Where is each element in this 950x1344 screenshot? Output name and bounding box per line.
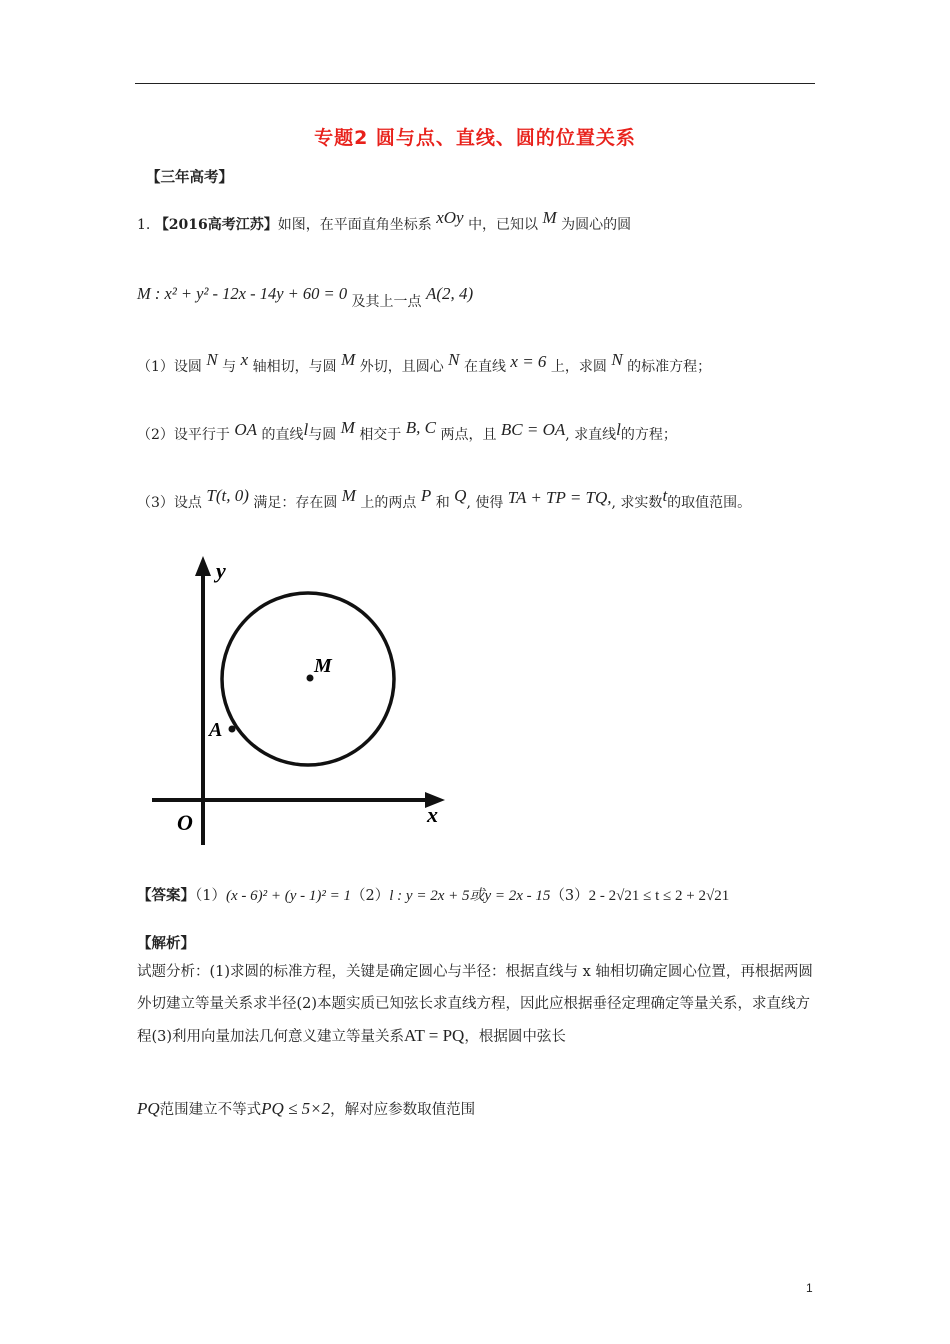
q3-equation: TA + TP = TQ, — [507, 488, 612, 507]
header-rule — [135, 83, 815, 84]
analysis-text: ，解对应参数取值范围 — [330, 1102, 476, 1118]
analysis-text: ，根据圆中弦长 — [464, 1029, 566, 1045]
section-label: 【三年高考】 — [146, 169, 233, 186]
question-1 — [137, 350, 712, 376]
q2-symbol: OA — [234, 420, 258, 439]
q3-text: 满足：存在圆 — [253, 495, 338, 511]
analysis-last-line — [137, 1098, 475, 1119]
q1-symbol: M — [341, 350, 356, 369]
q3-symbol: Q — [454, 486, 467, 505]
answer-label: 【答案】 — [137, 887, 195, 904]
q1-symbol: N — [448, 350, 460, 369]
answer-tag: （2） — [351, 888, 390, 904]
q3-text: , 求实数 — [611, 495, 663, 511]
problem-number: 1. — [137, 217, 151, 233]
intro-text: 为圆心的圆 — [561, 217, 632, 233]
analysis-paragraph — [137, 956, 817, 1053]
analysis-label: 【解析】 — [137, 935, 195, 952]
pq-inequality: PQ ≤ 5×2 — [261, 1099, 331, 1118]
analysis-equation: AT = PQ — [404, 1026, 465, 1045]
y-axis-arrow — [195, 556, 211, 576]
answer-tag: （3） — [550, 888, 589, 904]
analysis-text: 试题分析：(1)求圆的标准方程，关键是确定圆心与半径：根据直线与 x 轴相切确定圆心位置，再根据两圆外切建立等量关系求半径(2)本题实质已知弦长求直线方程，因此应根据垂径定理确定等量关系，求直线方程(3)利用向量加法几何意义建立等量关系 — [137, 964, 813, 1045]
circle-figure — [140, 550, 460, 850]
answer-2: l : y = 2x + 5或y = 2x - 15 — [389, 888, 551, 904]
q1-text: 上，求圆 — [550, 359, 607, 375]
q2-symbol: l — [616, 420, 621, 439]
problem-intro — [137, 208, 632, 234]
question-3 — [137, 486, 752, 512]
q2-text: （2）设平行于 — [137, 427, 230, 443]
question-2 — [137, 418, 677, 444]
problem-source: 【2016高考江苏】 — [154, 217, 278, 233]
q2-text: 的直线 — [261, 427, 304, 443]
x-axis-label: x — [427, 802, 438, 827]
point-a-label: A — [209, 719, 223, 741]
q2-symbol: M — [340, 418, 355, 437]
q2-text: 与圆 — [308, 427, 337, 443]
q3-text: , 使得 — [466, 495, 504, 511]
q2-text: , 求直线 — [565, 427, 617, 443]
q2-text: 的方程； — [620, 427, 677, 443]
q1-text: 的标准方程； — [627, 359, 712, 375]
q2-text: 相交于 — [359, 427, 402, 443]
intro-text: 中，已知以 — [468, 217, 539, 233]
q1-symbol: N — [206, 350, 218, 369]
coordinate-system: xOy — [436, 208, 464, 227]
center-label: M — [314, 655, 332, 677]
page-number: 1 — [806, 1281, 813, 1295]
q3-symbol: T(t, 0) — [206, 486, 249, 505]
q2-equation: BC = OA — [500, 420, 566, 439]
q1-text: 外切，且圆心 — [359, 359, 444, 375]
q2-symbol: l — [303, 420, 309, 439]
q2-text: 两点，且 — [440, 427, 497, 443]
page-title: 专题2 圆与点、直线、圆的位置关系 — [314, 127, 636, 149]
q1-text: 与 — [222, 359, 237, 375]
q3-text: 和 — [435, 495, 450, 511]
answer-1: (x - 6)² + (y - 1)² = 1 — [225, 888, 352, 904]
analysis-text: 范围建立不等式 — [159, 1102, 262, 1118]
q2-symbol: B, C — [405, 418, 436, 437]
q3-text: 上的两点 — [360, 495, 417, 511]
answer-line — [137, 884, 729, 905]
q3-symbol: P — [420, 486, 432, 505]
q1-text: （1）设圆 — [137, 359, 202, 375]
point-text: 及其上一点 — [351, 294, 422, 310]
answer-3: 2 - 2√21 ≤ t ≤ 2 + 2√21 — [588, 888, 730, 904]
circle-equation: M : x² + y² - 12x - 14y + 60 = 0 — [137, 284, 348, 303]
point-a-dot — [229, 726, 236, 733]
origin-label: O — [177, 810, 193, 835]
y-axis-label: y — [216, 558, 226, 583]
q1-text: 轴相切，与圆 — [252, 359, 337, 375]
q3-text: 的取值范围。 — [667, 495, 752, 511]
center-symbol: M — [542, 208, 557, 227]
center-dot — [307, 675, 314, 682]
q3-symbol: M — [341, 486, 356, 505]
q1-text: 在直线 — [463, 359, 506, 375]
q1-symbol: N — [611, 350, 623, 369]
q1-symbol: x — [240, 350, 249, 369]
answer-tag: （1） — [195, 888, 226, 904]
q1-equation: x = 6 — [510, 352, 547, 371]
intro-text: 如图，在平面直角坐标系 — [277, 217, 432, 233]
q3-symbol: t — [662, 486, 668, 505]
point-a: A(2, 4) — [425, 284, 474, 303]
circle-equation-line — [137, 284, 474, 310]
pq-symbol: PQ — [137, 1099, 160, 1118]
q3-text: （3）设点 — [137, 495, 202, 511]
